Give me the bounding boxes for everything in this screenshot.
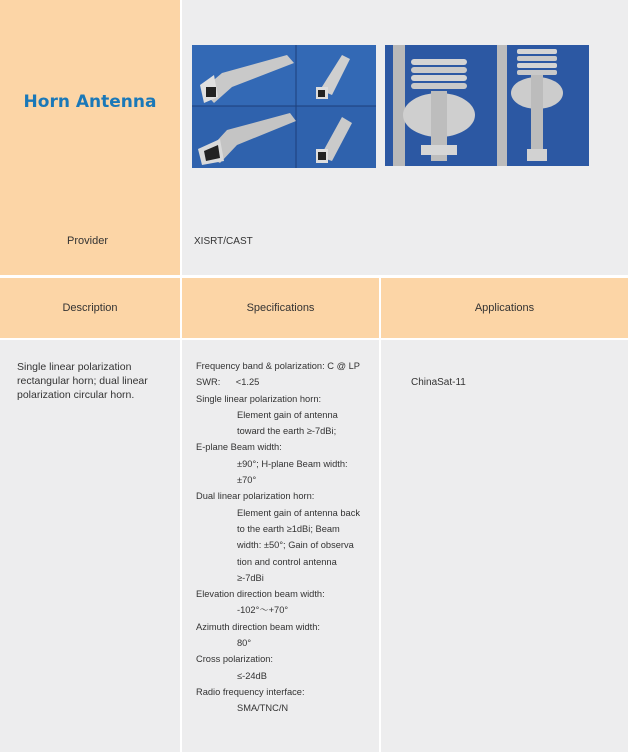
image-cell bbox=[182, 0, 628, 275]
title-cell bbox=[0, 0, 180, 275]
specifications-header-label: Specifications bbox=[246, 302, 315, 314]
applications-header bbox=[381, 278, 628, 338]
applications-text: ChinaSat-11 bbox=[411, 377, 466, 388]
provider-label: Provider bbox=[67, 235, 108, 247]
spec-line: SWR: <1.25 bbox=[196, 377, 260, 388]
description-text: Single linear polarization rectangular horn; dual linear polarization circular horn. bbox=[17, 361, 148, 401]
spec-line: Dual linear polarization horn: bbox=[196, 491, 315, 502]
applications-cell bbox=[381, 340, 628, 752]
spec-line: Cross polarization: bbox=[196, 654, 273, 665]
spec-line: SMA/TNC/N bbox=[237, 703, 289, 714]
spec-line: ≤-24dB bbox=[237, 670, 267, 681]
spec-line: tion and control antenna bbox=[237, 556, 337, 567]
description-cell bbox=[0, 340, 180, 752]
spec-line: Frequency band & polarization: C @ LP bbox=[196, 361, 360, 371]
spec-line: Azimuth direction beam width: bbox=[196, 621, 321, 632]
spec-line: ≥-7dBi bbox=[237, 572, 264, 583]
page-title: Horn Antenna bbox=[23, 92, 157, 112]
applications-header-label: Applications bbox=[474, 302, 535, 314]
spec-line: Single linear polarization horn: bbox=[196, 393, 322, 404]
spec-line: toward the earth ≥-7dBi; bbox=[237, 426, 337, 437]
spec-line: to the earth ≥1dBi; Beam bbox=[237, 523, 340, 534]
description-header bbox=[0, 278, 180, 338]
spec-line: 80° bbox=[237, 638, 252, 649]
spec-line: E-plane Beam width: bbox=[196, 442, 282, 453]
spec-line: Elevation direction beam width: bbox=[196, 589, 325, 600]
spec-line: width: ±50°; Gain of observa bbox=[237, 540, 354, 551]
antenna-photo-circular-horns bbox=[385, 45, 589, 166]
spec-line: -102°～+70° bbox=[237, 605, 289, 616]
spec-line: Radio frequency interface: bbox=[196, 686, 305, 697]
antenna-photo-rectangular-horns bbox=[192, 45, 376, 168]
spec-line: Element gain of antenna bbox=[237, 409, 338, 420]
description-header-label: Description bbox=[62, 302, 118, 314]
specifications-list bbox=[196, 358, 381, 717]
spec-line: Element gain of antenna back bbox=[237, 507, 361, 518]
specifications-header bbox=[182, 278, 379, 338]
spec-line: ±70° bbox=[237, 475, 257, 486]
specifications-cell bbox=[182, 340, 379, 752]
spec-line: ±90°; H-plane Beam width: bbox=[237, 458, 348, 469]
provider-value: XISRT/CAST bbox=[194, 236, 253, 247]
